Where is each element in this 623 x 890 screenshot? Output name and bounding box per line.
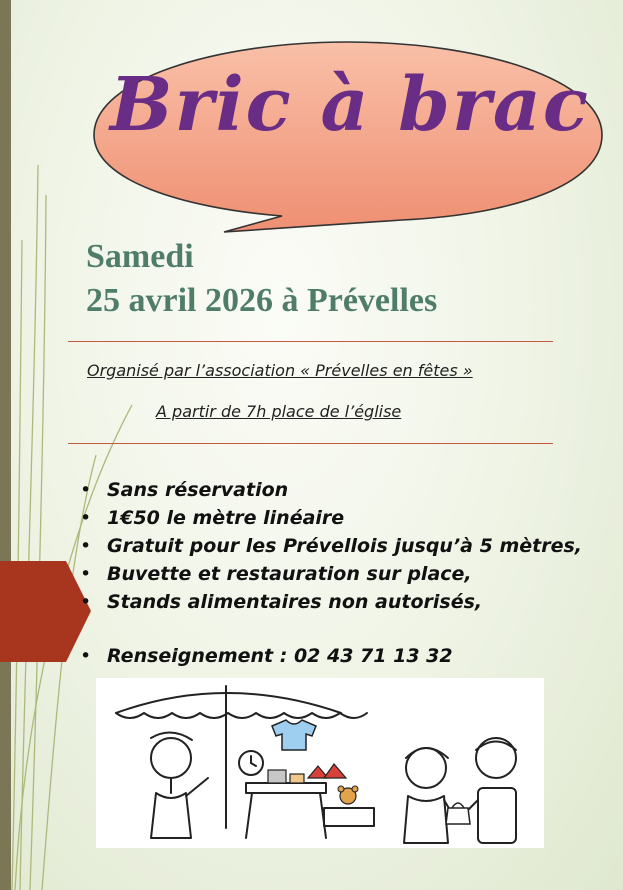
date-line-day: Samedi	[86, 238, 194, 275]
side-arrow-tab	[0, 561, 92, 662]
list-item: • Gratuit pour les Prévellois jusqu’à 5 mètres,	[80, 532, 582, 560]
divider-top	[68, 341, 553, 342]
contact-item: • Renseignement : 02 43 71 13 32	[80, 642, 582, 670]
location-text: A partir de 7h place de l’église	[156, 402, 402, 421]
flea-market-illustration	[96, 678, 544, 848]
info-list	[80, 476, 582, 670]
list-item: • Buvette et restauration sur place,	[80, 560, 582, 588]
list-item: • Sans réservation	[80, 476, 582, 504]
organizer-text: Organisé par l’association « Prévelles en fêtes »	[87, 361, 473, 380]
list-item: • 1€50 le mètre linéaire	[80, 504, 582, 532]
event-title: Bric à brac	[110, 62, 590, 148]
divider-bottom	[68, 443, 553, 444]
date-line-full: 25 avril 2026 à Prévelles	[86, 282, 438, 319]
list-item: • Stands alimentaires non autorisés,	[80, 588, 582, 616]
